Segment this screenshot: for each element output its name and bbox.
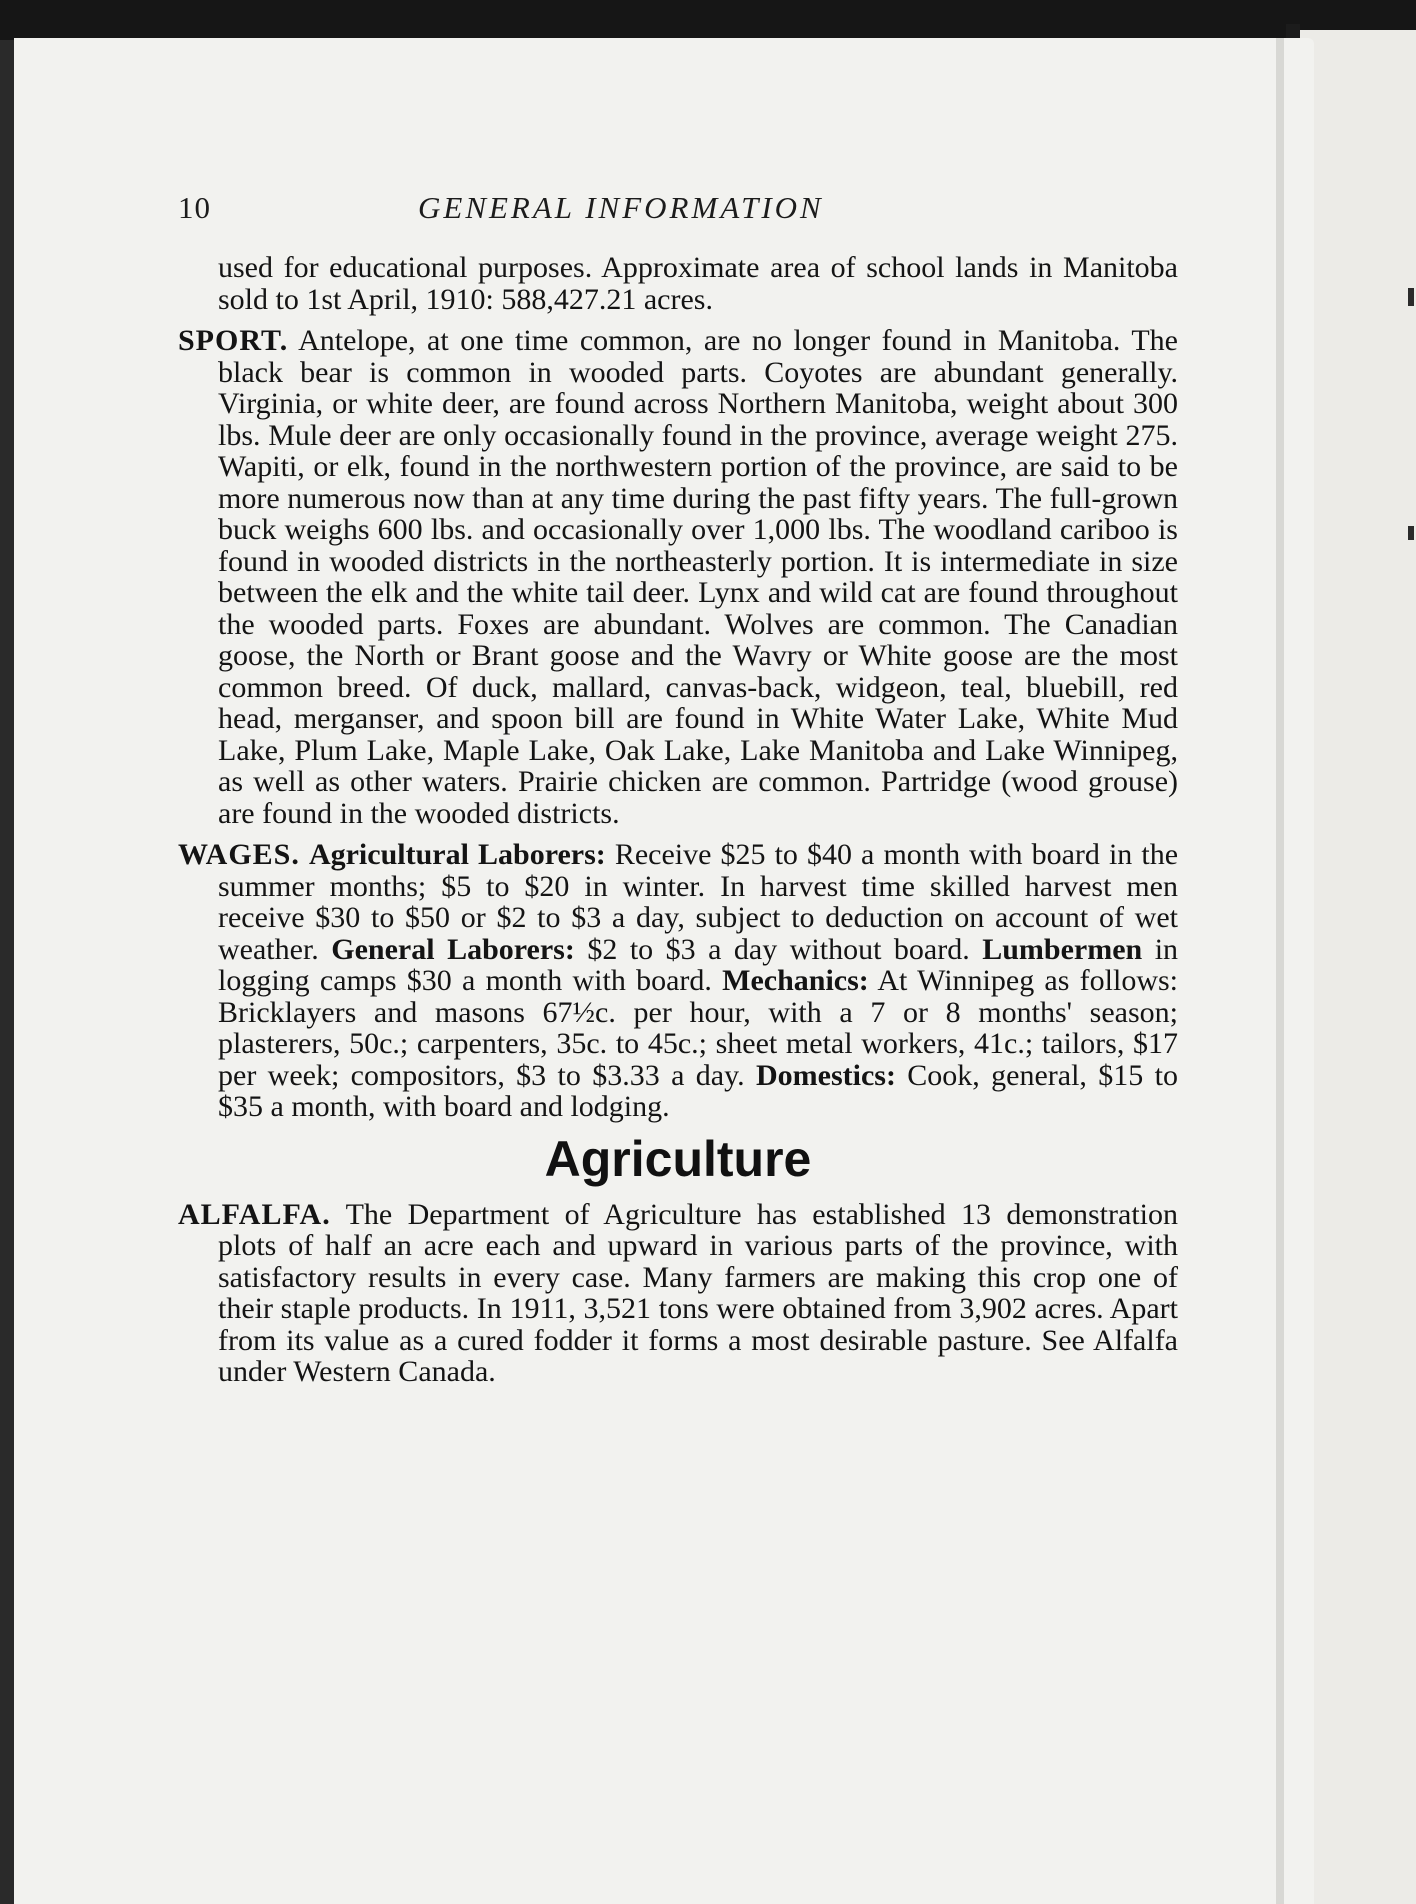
page-header (178, 190, 938, 230)
facing-page-edge (1300, 30, 1416, 1904)
section-title: Agriculture (544, 1130, 812, 1187)
sport-text: Antelope, at one time common, are no longer found in Manitoba. The black bear is common in wooded parts. Coyotes are abundant generally. Virginia, or white deer, are found across Northern Manitoba, weight about 300 lbs. Mule deer are only occasionally found in the province, average weight 275. Wapiti, or elk, found in the northwestern portion of the province, are said to be more numerous now than at any time during the past fifty years. The full-grown buck weighs 600 lbs. and occasionally over 1,000 lbs. The woodland cariboo is found in wooded districts in the northeasterly portion. It is intermediate in size between the elk and the white tail deer. Lynx and wild cat are found throughout the wooded parts. Foxes are abundant. Wolves are common. The Canadian goose, the North or Brant goose and the Wavry or White goose are the most common breed. Of duck, mallard, canvas-back, widgeon, teal, bluebill, red head, merganser, and spoon bill are found in White Water Lake, White Mud Lake, Plum Lake, Maple Lake, Oak Lake, Lake Manitoba and Lake Winnipeg, as well as other waters. Prairie chicken are common. Partridge (wood grouse) are found in the wooded districts. (218, 324, 1178, 830)
wages-paragraph (178, 839, 1178, 1123)
lumbermen-text: in logging camps $30 a month with board. (218, 932, 1179, 997)
page-number: 10 (178, 190, 211, 225)
domestics-label: Domestics: (755, 1058, 896, 1092)
general-laborers-label: General Laborers: (331, 932, 575, 966)
scan-top-shadow (0, 0, 1416, 40)
page-body (178, 252, 1178, 1388)
general-laborers-text: $2 to $3 a day without board. (587, 932, 970, 966)
agricultural-laborers-text: Receive $25 to $40 a month with board in the summer months; $5 to $20 in winter. In harvest time skilled harvest men receive $30 to $50 or $2 to $3 a day, subject to deduction on account of wet weather. (218, 838, 1179, 966)
running-head: GENERAL INFORMATION (418, 190, 824, 225)
intro-text: used for educational purposes. Approximate area of school lands in Manitoba sold to 1st April, 1910: 588,427.21 acres. (218, 251, 1178, 316)
wages-term: WAGES. (178, 838, 300, 871)
mechanics-label: Mechanics: (722, 964, 869, 997)
domestics-text: Cook, general, $15 to $35 a month, with board and lodging. (218, 1058, 1178, 1123)
alfalfa-paragraph (178, 1199, 1178, 1388)
sport-paragraph (178, 325, 1178, 829)
agricultural-laborers-label: Agricultural Laborers: (308, 838, 606, 871)
lumbermen-label: Lumbermen (982, 932, 1143, 966)
alfalfa-text: The Department of Agriculture has established 13 demonstration plots of half an acre each and upward in various parts of the province, with satisfactory results in every case. Many farmers are making this crop one of their staple products. In 1911, 3,521 tons were obtained from 3,902 acres. Apart from its value as a cured fodder it forms a most desirable pasture. See Alfalfa under Western Canada. (218, 1197, 1178, 1388)
alfalfa-term: ALFALFA. (178, 1197, 331, 1231)
sport-term: SPORT. (178, 324, 289, 357)
intro-paragraph (178, 252, 1178, 315)
mechanics-text: At Winnipeg as follows: Bricklayers and masons 67½c. per hour, with a 7 or 8 months' season; plasterers, 50c.; carpenters, 35c. to 45c.; sheet metal workers, 41c.; tailors, $17 per week; compositors, $3 to $3.33 a day. (218, 964, 1179, 1092)
page-edge (1276, 38, 1284, 1904)
